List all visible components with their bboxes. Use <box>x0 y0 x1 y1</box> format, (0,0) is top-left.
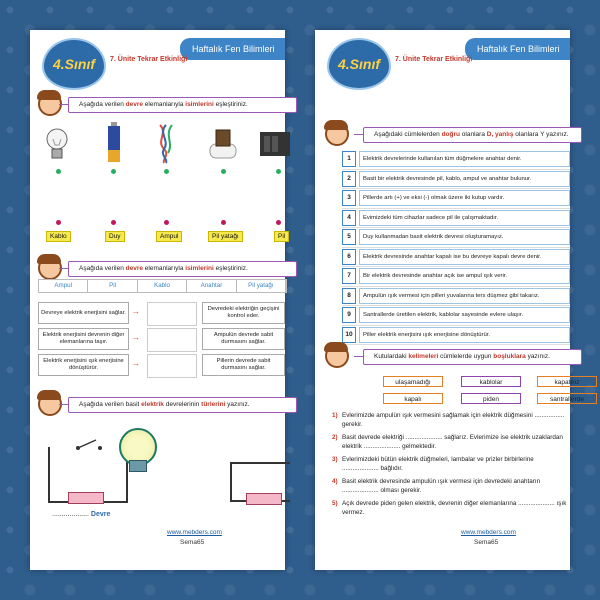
word-box-4: kapalı <box>383 393 443 404</box>
instruction-true-false: Aşağıdaki cümlelerden doğru olanlara D, yanlış olanlara Y yazınız. <box>363 127 582 143</box>
battery-holder-icon <box>258 126 292 162</box>
wire-icon <box>154 123 178 165</box>
word-box-3: kapatırız <box>537 376 597 387</box>
footer-link[interactable]: www.mebders.com <box>167 529 222 536</box>
footer-link[interactable]: www.mebders.com <box>461 529 516 536</box>
definition-right-1: Devredeki elektriğin geçişini kontrol eder. <box>202 302 285 324</box>
unit-title: 7. Ünite Tekrar Etkinliği <box>395 56 473 63</box>
arrow-right-icon: → <box>131 358 140 368</box>
list-item: 5 Duy kullanmadan basit elektrik devresi oluşturamayız. <box>342 228 570 248</box>
match-dot-bottom-4[interactable] <box>221 220 226 225</box>
name-label-duy: Duy <box>105 231 125 242</box>
word-box-1: ulaşamadığı <box>383 376 443 387</box>
list-item: 2 Basit bir elektrik devresinde pil, kablo, ampul ve anahtar bulunur. <box>342 170 570 190</box>
match-dot-top-3[interactable] <box>164 169 169 174</box>
match-dot-bottom-1[interactable] <box>56 220 61 225</box>
name-label-kablo: Kablo <box>46 231 71 242</box>
footer-author: Sema65 <box>180 539 205 546</box>
term-ampul: Ampul <box>39 280 88 292</box>
instruction-1: Aşağıda verilen devre elemanlarıyla isimlerini eşleştiriniz. <box>68 97 297 113</box>
list-item: 8 Ampulün ışık vermesi için pilleri yuvalarına ters düşmez gibi takarız. <box>342 287 570 307</box>
definition-left-3: Elektrik enerjisini ışık enerjisine dönüştürür. <box>38 354 129 376</box>
girl-avatar-icon <box>325 122 349 146</box>
match-dot-top-4[interactable] <box>221 169 226 174</box>
match-dot-bottom-2[interactable] <box>111 220 116 225</box>
worksheet-page-left <box>30 30 285 570</box>
list-item[interactable]: 3) Evlerimizdeki bütün elektrik düğmeleri, lambalar ve prizler birbirlerine ..................... bağlıdır. <box>332 456 534 472</box>
definition-left-2: Elektrik enerjisini devrenin diğer elemanlarına taşır. <box>38 328 129 350</box>
match-dot-top-2[interactable] <box>111 169 116 174</box>
term-header-row <box>38 279 287 293</box>
list-item[interactable]: 5) Açık devrede piden gelen elektrik, devrenin diğer elemanlarına ..................... ışık vermez. <box>332 500 567 516</box>
lamp-icon <box>42 125 72 165</box>
header-bar: Haftalık Fen Bilimleri <box>465 38 570 60</box>
word-box-5: piden <box>461 393 521 404</box>
term-pil: Pil <box>88 280 137 292</box>
battery-cell-icon <box>68 492 104 504</box>
match-dot-top-1[interactable] <box>56 169 61 174</box>
word-box-2: kablolar <box>461 376 521 387</box>
term-anahtar: Anahtar <box>187 280 236 292</box>
term-kablo: Kablo <box>138 280 187 292</box>
term-pil-yatagi: Pil yatağı <box>237 280 286 292</box>
match-dot-bottom-3[interactable] <box>164 220 169 225</box>
match-dot-bottom-5[interactable] <box>276 220 281 225</box>
battery-icon <box>104 122 124 166</box>
switch-open-icon <box>74 438 104 452</box>
answer-box-2[interactable] <box>147 328 197 352</box>
list-item: 3 Pillerde artı (+) ve eksi (-) olmak üzere iki kutup vardır. <box>342 189 570 209</box>
grade-logo: 4.Sınıf <box>42 38 106 90</box>
instruction-2: Aşağıda verilen devre elemanlarıyla isimlerini eşleştiriniz. <box>68 261 297 277</box>
arrow-right-icon: → <box>131 306 140 316</box>
true-false-list <box>342 150 570 345</box>
grade-logo: 4.Sınıf <box>327 38 391 90</box>
answer-box-1[interactable] <box>147 302 197 326</box>
word-box-6: santrallerde <box>537 393 597 404</box>
match-dot-top-5[interactable] <box>276 169 281 174</box>
definition-right-2: Ampulün devrede sabit durmasını sağlar. <box>202 328 285 350</box>
list-item: 10 Piller elektrik enerjisini ışık enerjisine dönüştürür. <box>342 326 570 346</box>
list-item: 6 Elektrik devresinde anahtar kapalı ise bu devreye kapalı devre denir. <box>342 248 570 268</box>
list-item: 1 Elektrik devrelerinde kullanılan tüm düğmelere anahtar denir. <box>342 150 570 170</box>
definition-left-1: Devreye elektrik enerjisini sağlar. <box>38 302 129 324</box>
arrow-right-icon: → <box>131 332 140 342</box>
list-item[interactable]: 4) Basit elektrik devresinde ampulün ışık vermesi için devredeki anahtarın ..................... olması gerekir. <box>332 478 541 494</box>
instruction-3: Aşağıda verilen basit elektrik devrelerinin türlerini yazınız. <box>68 397 297 413</box>
name-label-ampul: Ampul <box>156 231 182 242</box>
name-label-pil: Pil <box>274 231 289 242</box>
battery-cell-icon <box>246 493 282 505</box>
answer-box-3[interactable] <box>147 354 197 378</box>
header-bar: Haftalık Fen Bilimleri <box>180 38 285 60</box>
answer-line[interactable]: ................... Devre <box>52 511 111 518</box>
instruction-fill-in: Kutulardaki kelimeleri cümlelerde uygun boşluklara yazınız. <box>363 349 582 365</box>
bulb-base <box>129 460 147 472</box>
worksheet-page-right <box>315 30 584 570</box>
list-item: 4 Evimizdeki tüm cihazlar sadece pil ile çalışmaktadır. <box>342 209 570 229</box>
bulb-socket-icon <box>206 126 240 162</box>
girl-avatar-icon <box>325 344 349 368</box>
footer-author: Sema65 <box>474 539 499 546</box>
definition-right-3: Pillerin devrede sabit durmasını sağlar. <box>202 354 285 376</box>
fill-in-list <box>332 412 570 522</box>
name-label-pil-yatagi: Pil yatağı <box>208 231 243 242</box>
unit-title: 7. Ünite Tekrar Etkinliği <box>110 56 188 63</box>
list-item[interactable]: 2) Basit devrede elektriği ..................... sağlarız. Evlerimize ise elektrik uzaklardan elektrik ..................... gelmektedir. <box>332 434 563 450</box>
list-item: 9 Santrallerde üretilen elektrik, kablolar sayesinde evlere ulaşır. <box>342 306 570 326</box>
list-item: 7 Bir elektrik devresinde anahtar açık ise ampul ışık verir. <box>342 267 570 287</box>
list-item[interactable]: 1) Evlerimizde ampulün ışık vermesini sağlamak için elektrik düğmesini ................. gerekir. <box>332 412 565 428</box>
